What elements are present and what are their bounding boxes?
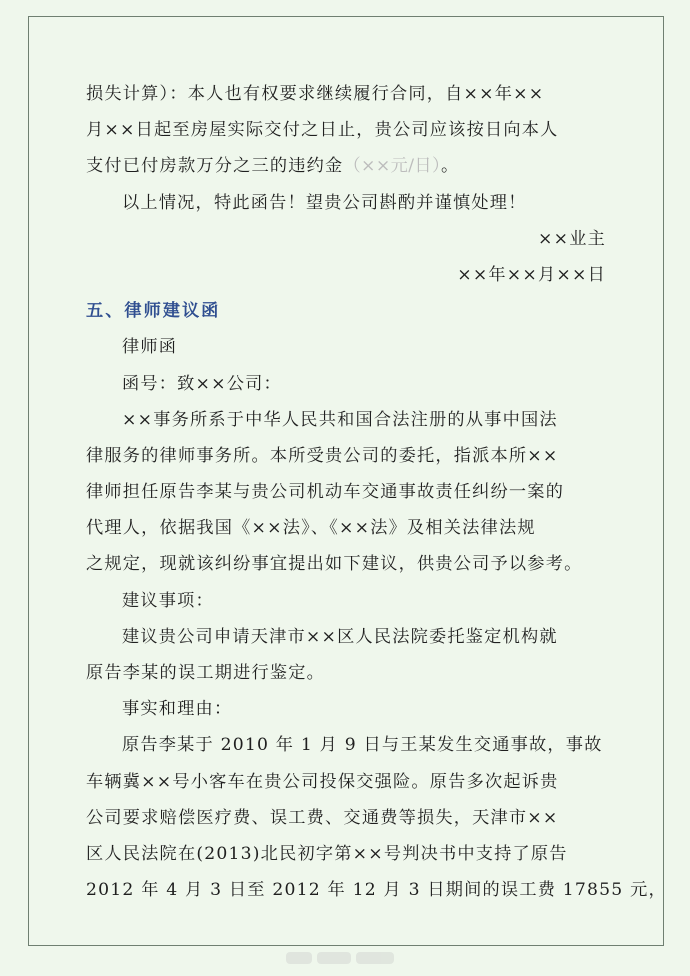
body-line: 车辆冀××号小客车在贵公司投保交强险。原告多次起诉贵 xyxy=(86,771,559,792)
watermark-mark xyxy=(356,952,394,964)
letter-title: 律师函 xyxy=(122,337,178,358)
watermark-mark xyxy=(286,952,312,964)
subheading: 建议事项： xyxy=(122,590,214,611)
body-line: 支付已付房款万分之三的违约金（××元/日）。 xyxy=(86,156,460,177)
penalty-amount: （××元/日） xyxy=(343,156,441,177)
body-line: 原告李某于 2010 年 1 月 9 日与王某发生交通事故，事故 xyxy=(122,735,603,756)
document-body xyxy=(86,76,667,908)
letter-number: 函号：致××公司： xyxy=(122,373,282,394)
body-line: 建议贵公司申请天津市××区人民法院委托鉴定机构就 xyxy=(122,626,558,647)
body-line: 律服务的律师事务所。本所受贵公司的委托，指派本所×× xyxy=(86,445,559,466)
body-line: 2012 年 4 月 3 日至 2012 年 12 月 3 日期间的误工费 17855 元， xyxy=(86,880,667,901)
signing-date: ××年××月××日 xyxy=(457,264,606,285)
subheading: 事实和理由： xyxy=(122,699,233,720)
body-line: 公司要求赔偿医疗费、误工费、交通费等损失，天津市×× xyxy=(86,807,559,828)
body-line: 月××日起至房屋实际交付之日止，贵公司应该按日向本人 xyxy=(86,120,559,141)
body-line: 律师担任原告李某与贵公司机动车交通事故责任纠纷一案的 xyxy=(86,482,565,503)
signatory: ××业主 xyxy=(538,228,606,249)
body-line: 代理人，依据我国《××法》、《××法》及相关法律法规 xyxy=(86,518,536,539)
body-line: 原告李某的误工期进行鉴定。 xyxy=(86,663,326,683)
body-line: 区人民法院在(2013)北民初字第××号判决书中支持了原告 xyxy=(86,843,568,864)
body-line: 损失计算）：本人也有权要求继续履行合同，自××年×× xyxy=(86,84,545,104)
body-line: ××事务所系于中华人民共和国合法注册的从事中国法 xyxy=(122,409,558,430)
watermark-mark xyxy=(317,952,351,964)
body-line: 之规定，现就该纠纷事宜提出如下建议，供贵公司予以参考。 xyxy=(86,554,583,575)
section-heading: 五、律师建议函 xyxy=(86,301,221,322)
watermark xyxy=(286,949,404,967)
closing-paragraph: 以上情况，特此函告！望贵公司斟酌并谨慎处理！ xyxy=(122,192,527,213)
